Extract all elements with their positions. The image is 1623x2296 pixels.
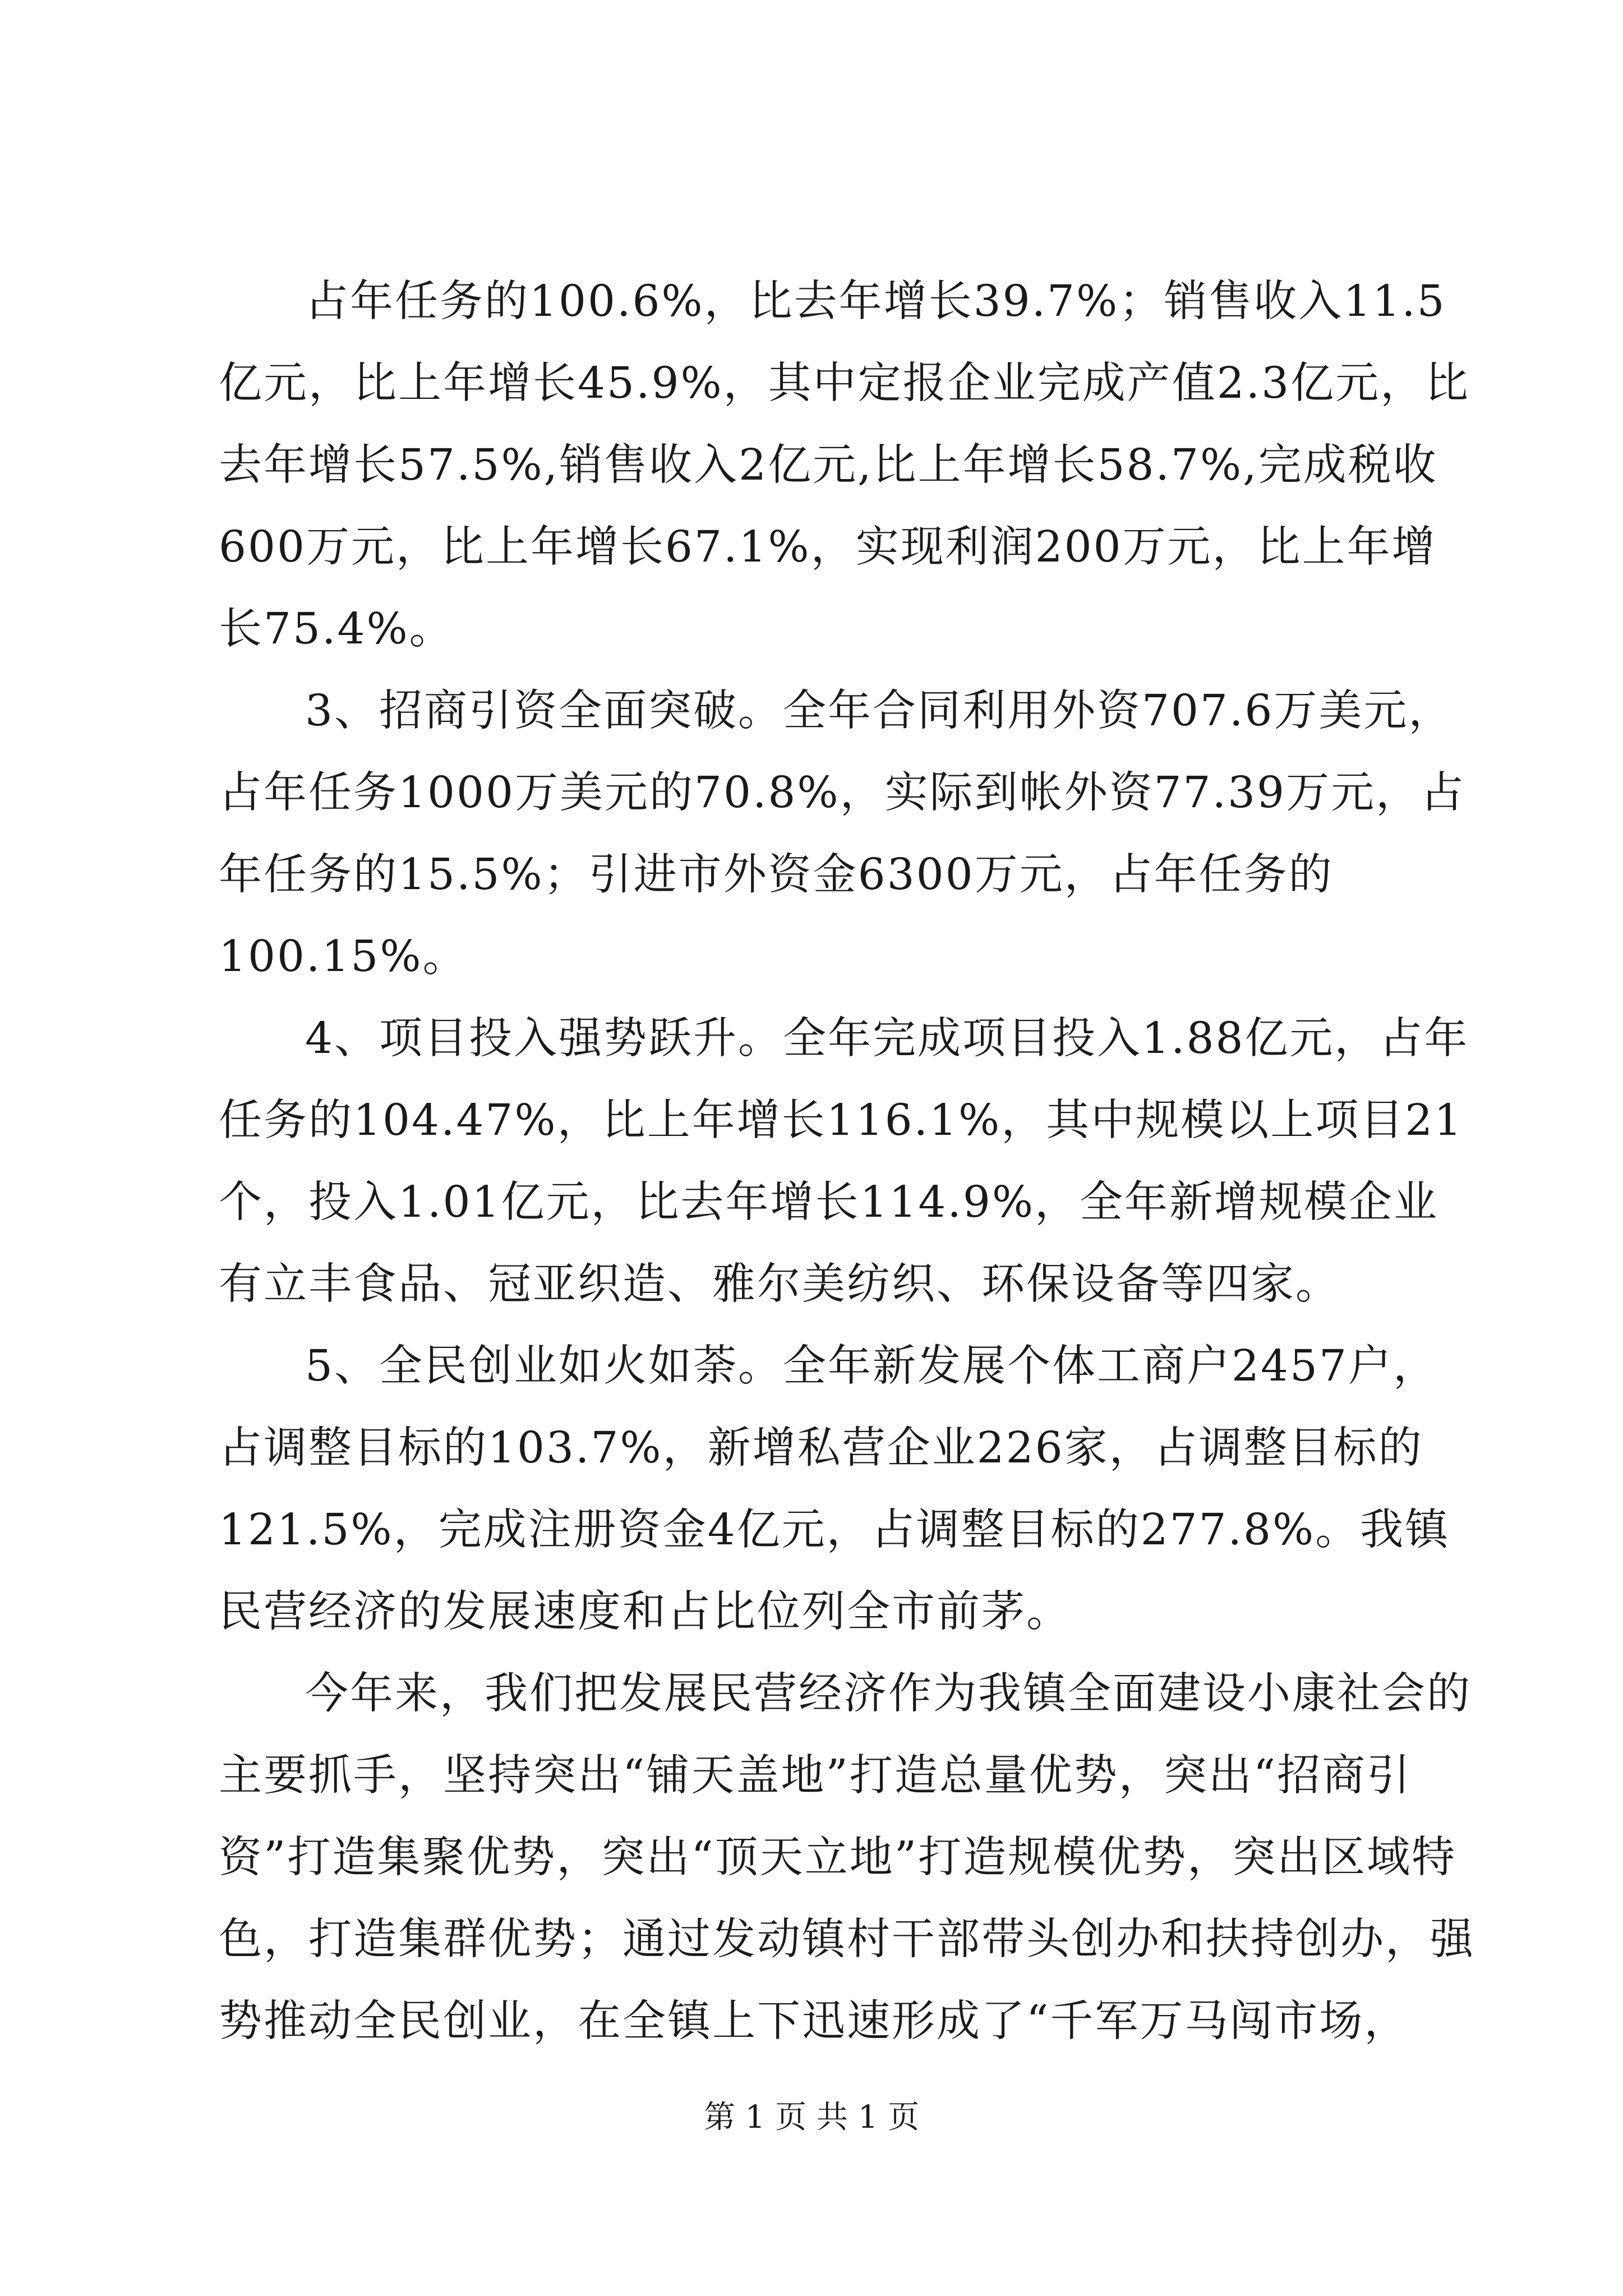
paragraph-entrepreneurship: 5、全民创业如火如荼。全年新发展个体工商户2457户，占调整目标的103.7%，新增私营企业226家，占调整目标的121.5%，完成注册资金4亿元，占调整目标的277.8%。我镇民营经济的发展速度和占比位列全市前茅。 [219,1341,1450,1637]
paragraph-project-investment: 4、项目投入强势跃升。全年完成项目投入1.88亿元，占年任务的104.47%，比上年增长116.1%，其中规模以上项目21个，投入1.01亿元，比去年增长114.9%，全年新增规模企业有立丰食品、冠亚织造、雅尔美纺织、环保设备等四家。 [219,1014,1469,1309]
page-footer: 第 1 页 共 1 页 [703,2099,920,2136]
paragraph-investment-attraction: 3、招商引资全面突破。全年合同利用外资707.6万美元，占年任务1000万美元的70.8%，实际到帐外资77.39万元，占年任务的15.5%；引进市外资金6300万元，占年任务的100.15%。 [219,686,1466,982]
document-body [219,261,1475,2063]
paragraph-private-economy: 今年来，我们把发展民营经济作为我镇全面建设小康社会的主要抓手，坚持突出“铺天盖地”打造总量优势，突出“招商引资”打造集聚优势，突出“顶天立地”打造规模优势，突出区域特色，打造集群优势；通过发动镇村干部带头创办和扶持创办，强势推动全民创业，在全镇上下迅速形成了“千军万马闯市场， [219,1669,1475,2046]
paragraph-output-summary: 占年任务的100.6%，比去年增长39.7%；销售收入11.5亿元，比上年增长45.9%，其中定报企业完成产值2.3亿元，比去年增长57.5%,销售收入2亿元,比上年增长58.7%,完成税收600万元，比上年增长67.1%，实现利润200万元，比上年增长75.4%。 [219,277,1470,654]
